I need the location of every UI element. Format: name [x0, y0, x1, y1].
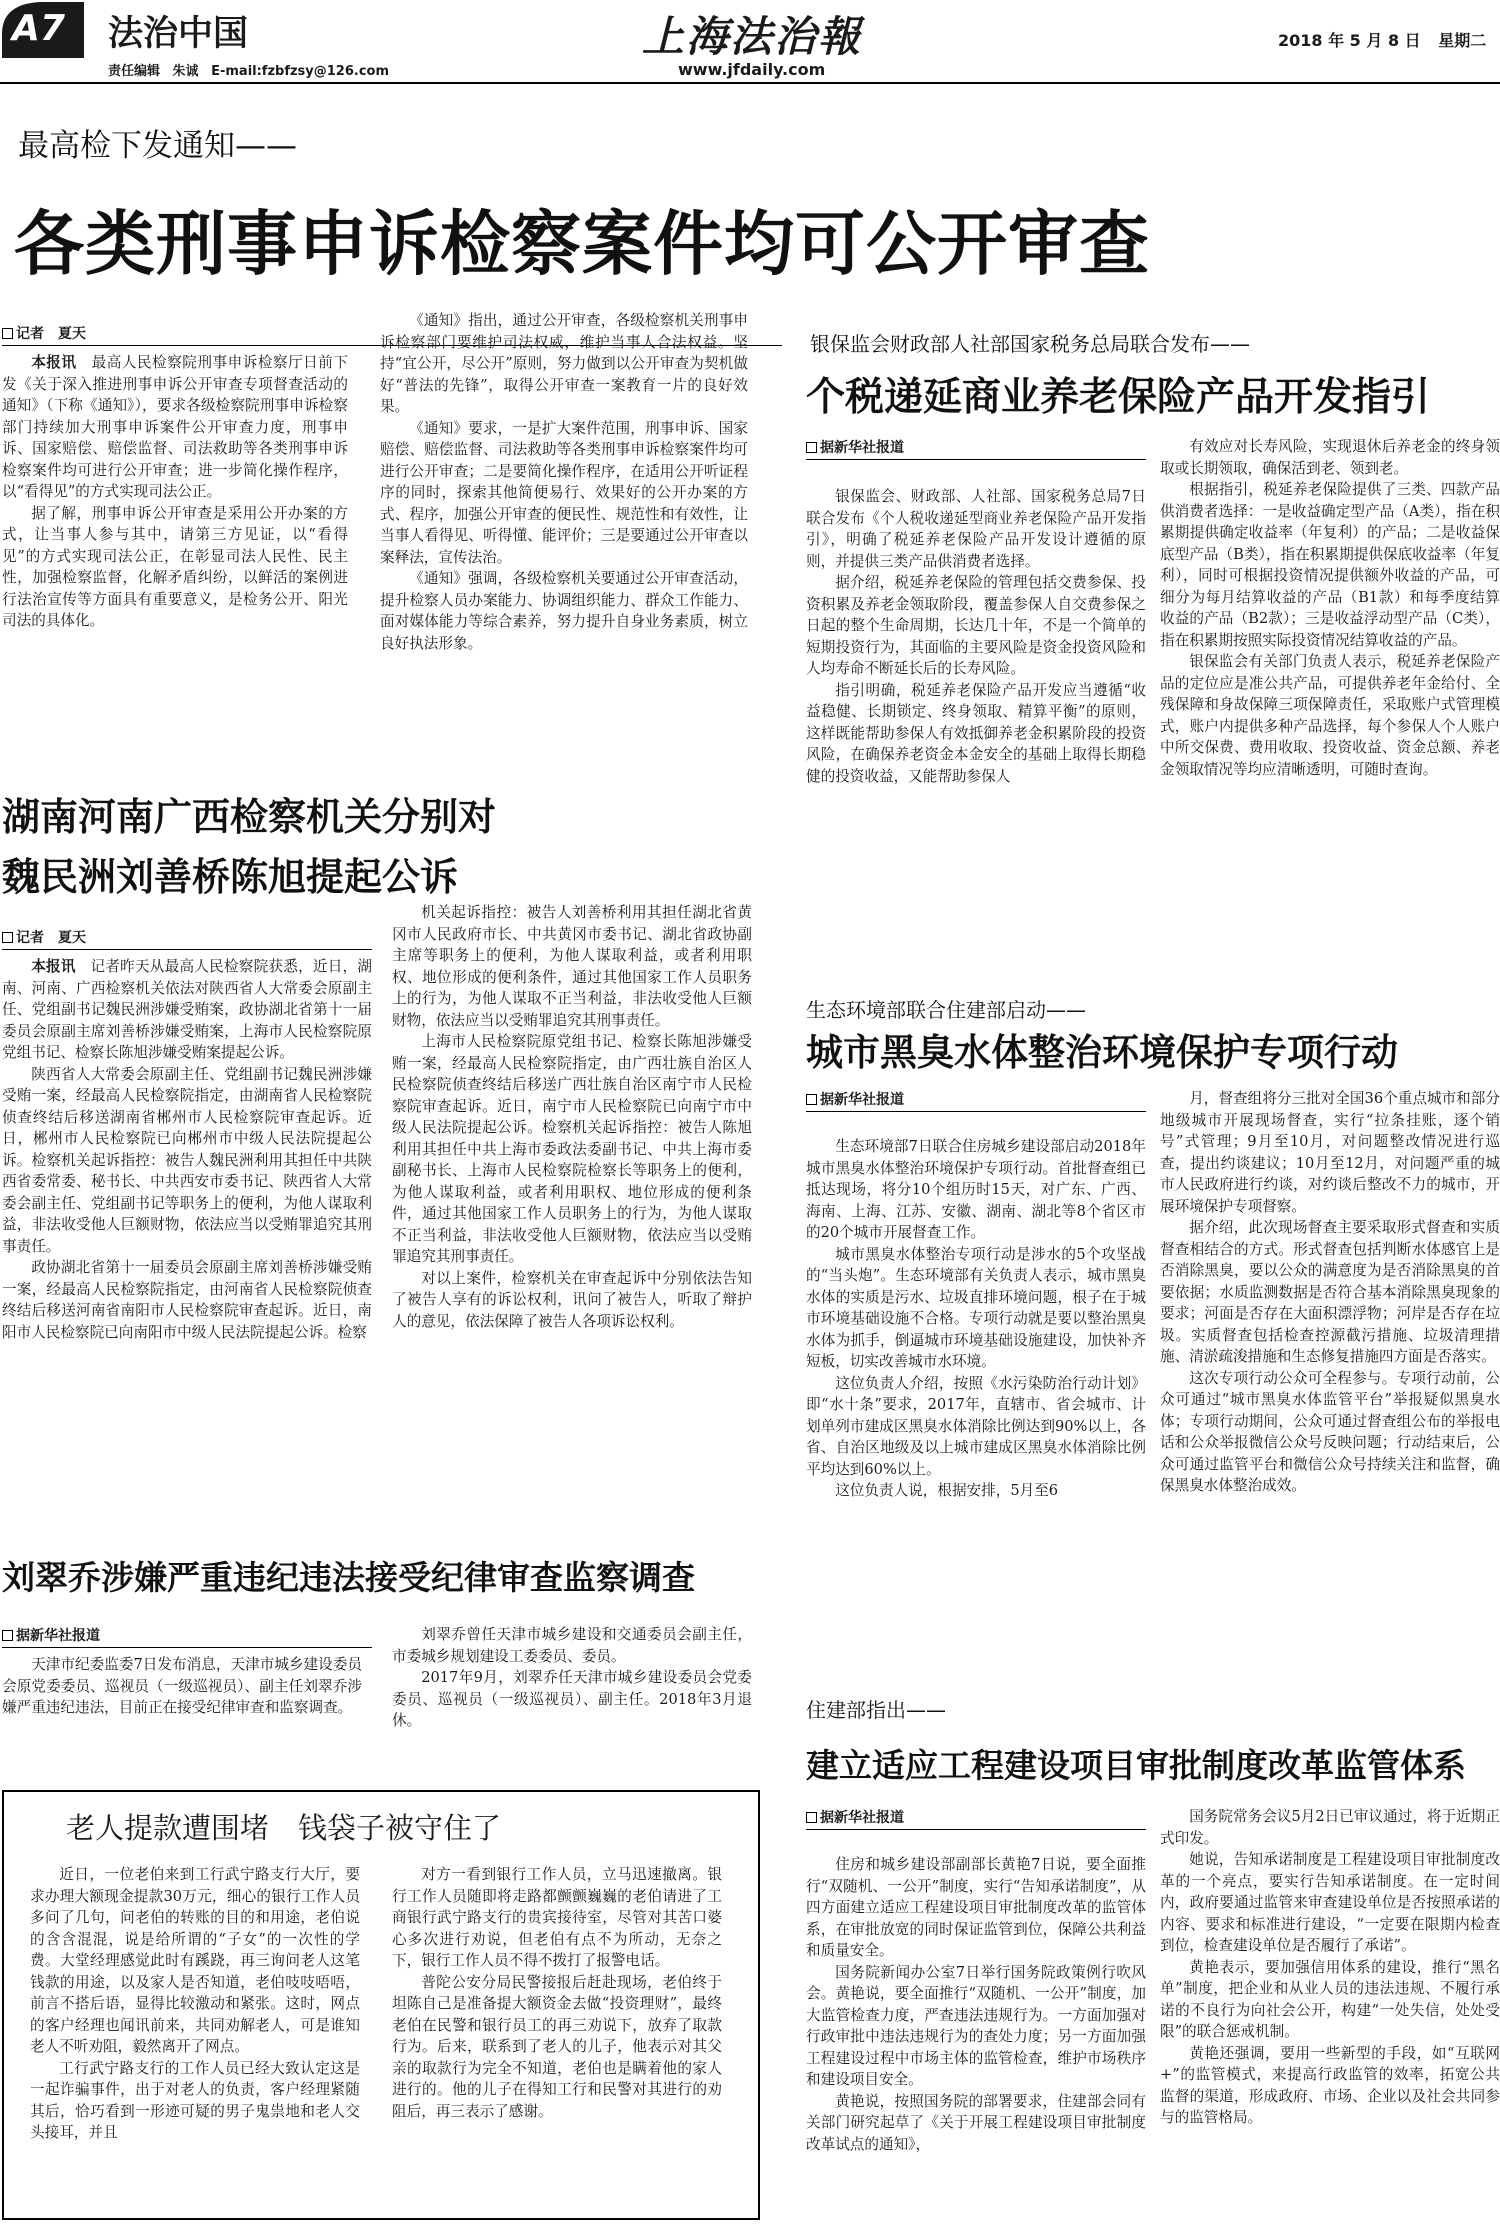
- article-paragraph: [380, 568, 748, 654]
- byline: [2, 926, 86, 948]
- article-paragraph: [806, 1136, 1146, 1244]
- article-column: [380, 310, 748, 762]
- article-column: [806, 1854, 1146, 2226]
- article-paragraph: [806, 1480, 1146, 1502]
- article-pretitle: 住建部指出——: [806, 1698, 946, 1722]
- article-paragraph: [806, 2091, 1146, 2156]
- section-title: 法治中国: [108, 14, 249, 54]
- editor-info: [108, 60, 389, 79]
- paragraph-text: 住房和城乡建设部副部长黄艳7日说，要全面推行“双随机、一公开”制度，实行“告知承诺制度”，从四方面建立适应工程建设项目审批制度改革的监管体系，在审批放宽的同时保证监管到位，保障公共利益和质量安全。: [806, 1856, 1146, 1959]
- byline-text: 记者 夏天: [16, 326, 86, 342]
- paragraph-text: 根据指引，税延养老保险提供了三类、四款产品供消费者选择：一是收益确定型产品（A类），指在积累期提供确定收益率（年复利）的产品；二是收益保底型产品（B类），指在积累期提供保底收益率（年复利），同时可根据投资情况提供额外收益的产品，可细分为每月结算收益的产品（B1款）和每季度结算收益的产品（B2款）；三是收益浮动型产品（C类），指在积累期按照实际投资情况结算收益的产品。: [1160, 481, 1500, 649]
- byline-text: 记者 夏天: [16, 930, 86, 946]
- article-paragraph: [380, 418, 748, 569]
- paragraph-text: 2017年9月，刘翠乔任天津市城乡建设委员会党委委员、巡视员（一级巡视员）、副主任。2018年3月退休。: [392, 1669, 752, 1729]
- article-paragraph: [1160, 1957, 1500, 2043]
- paragraph-text: 指引明确，税延养老保险产品开发应当遵循“收益稳健、长期锁定、终身领取、精算平衡”的原则，这样既能帮助参保人有效抵御养老金积累阶段的投资风险，在确保养老资金本金安全的基础上取得长期稳健的投资收益，又能帮助参保人: [806, 681, 1146, 785]
- paragraph-text: 黄艳表示，要加强信用体系的建设，推行“黑名单”制度，把企业和从业人员的违法违规、不履行承诺的不良行为向社会公开，构建“一处失信，处处受限”的联合惩戒机制。: [1160, 1958, 1500, 2040]
- paragraph-text: 国务院常务会议5月2日已审议通过，将于近期正式印发。: [1160, 1808, 1500, 1847]
- article-paragraph: [1160, 1368, 1500, 1497]
- article-headline: 各类刑事申诉检察案件均可公开审查: [14, 203, 1150, 285]
- article-column: [1160, 436, 1500, 956]
- paragraph-text: 这位负责人说，根据安排，5月至6: [835, 1482, 1059, 1499]
- article-paragraph: [1160, 1849, 1500, 1957]
- paragraph-text: 上海市人民检察院原党组书记、检察长陈旭涉嫌受贿一案，经最高人民检察院指定，由广西壮族自治区人民检察院侦查终结后移送广西壮族自治区南宁市人民检察院审查起诉。近日，南宁市人民检察院已向南宁市中级人民法院提起公诉。检察机关起诉指控：被告人陈旭利用其担任中共上海市委政法委副书记、中共上海市委副秘书长、上海市人民检察院检察长等职务上的便利，为他人谋取利益，或者利用职权、地位形成的便利条件，通过其他国家工作人员职务上的行为，为他人谋取不正当利益，非法收受他人巨额财物，依法应当以受贿罪追究其刑事责任。: [392, 1033, 752, 1265]
- article-paragraph: [392, 1667, 752, 1732]
- article-pretitle: 银保监会财政部人社部国家税务总局联合发布——: [810, 332, 1250, 356]
- paragraph-text: 国务院新闻办公室7日举行国务院政策例行吹风会。黄艳说，要全面推行“双随机、一公开”制度，加大监管检查力度，严查违法违规行为。一方面加强对行政审批中违法违规行为的查处力度；另一方面加强工程建设过程中市场主体的监管检查，维护市场秩序和建设项目安全。: [806, 1963, 1146, 2088]
- article-paragraph: [806, 1373, 1146, 1481]
- byline-marker: [2, 932, 13, 943]
- byline-marker: [2, 1630, 13, 1641]
- paragraph-text: 政协湖北省第十一届委员会原副主席刘善桥涉嫌受贿一案，经最高人民检察院指定，由河南省人民检察院侦查终结后移送河南省南阳市人民检察院审查起诉。近日，南阳市人民检察院已向南阳市中级人民法院提起公诉。检察: [2, 1259, 372, 1341]
- paragraph-text: 这次专项行动公众可全程参与。专项行动前，公众可通过“城市黑臭水体监管平台”举报疑似黑臭水体；专项行动期间，公众可通过督查组公布的举报电话和公众举报微信公众号反映问题；行动结束后，公众可通过监管平台和微信公众号持续关注和监督，确保黑臭水体整治成效。: [1160, 1369, 1500, 1494]
- paragraph-text: 对方一看到银行工作人员，立马迅速撤离。银行工作人员随即将走路都颤颤巍巍的老伯请进了工商银行武宁路支行的贵宾接待室，尽管对其苦口婆心多次进行劝说，但老伯有点不为所动，无奈之下，银行工作人员不得不拨打了报警电话。: [392, 1866, 722, 1969]
- article-headline: 刘翠乔涉嫌严重违纪违法接受纪律审查监察调查: [2, 1558, 695, 1597]
- article-paragraph: [30, 2058, 360, 2144]
- article-headline: 魏民洲刘善桥陈旭提起公诉: [2, 855, 459, 899]
- paragraph-text: 普陀公安分局民警接报后赶赴现场，老伯终于坦陈自己是准备提大额资金去做“投资理财”，最终老伯在民警和银行员工的再三劝说下，放弃了取款行为。后来，联系到了老人的儿子，他表示对其父亲的取款行为完全不知道，老伯也是瞒着他的家人进行的。他的儿子在得知工行和民警对其进行的劝阻后，再三表示了感谢。: [392, 1973, 722, 2120]
- article-paragraph: [2, 1257, 372, 1343]
- article-paragraph: [30, 1864, 360, 2058]
- article-paragraph: [1160, 651, 1500, 780]
- byline-marker: [806, 1812, 817, 1823]
- byline-text: 据新华社报道: [820, 1092, 904, 1108]
- byline-rule: [2, 949, 372, 950]
- byline-text: 据新华社报道: [820, 440, 904, 456]
- article-paragraph: [392, 1624, 752, 1667]
- editor-label: 责任编辑: [108, 64, 161, 79]
- paragraph-text: 记者昨天从最高人民检察院获悉，近日，湖南、河南、广西检察机关依法对陕西省人大常委会原副主任、党组副书记魏民洲涉嫌受贿案，政协湖北省第十一届委员会原副主席刘善桥涉嫌受贿案，上海市人民检察院原党组书记、检察长陈旭涉嫌受贿案提起公诉。: [2, 958, 372, 1061]
- article-paragraph: [392, 1031, 752, 1268]
- article-column: [2, 1654, 362, 1754]
- article-headline: 城市黑臭水体整治环境保护专项行动: [806, 1031, 1398, 1074]
- byline-rule: [806, 1829, 1146, 1830]
- issue-date: [1278, 28, 1486, 51]
- paragraph-text: 生态环境部7日联合住房城乡建设部启动2018年城市黑臭水体整治环境保护专项行动。首批督查组已抵达现场，将分10个组历时15天，对广东、广西、海南、上海、江苏、安徽、湖南、湖北等8个省区市的20个城市开展督查工作。: [806, 1138, 1146, 1241]
- article-paragraph: [392, 1972, 722, 2123]
- article-paragraph: [392, 1864, 722, 1972]
- paragraph-text: 天津市纪委监委7日发布消息，天津市城乡建设委员会原党委委员、巡视员（一级巡视员）、副主任刘翠乔涉嫌严重违纪违法，目前正在接受纪律审查和监察调查。: [2, 1656, 362, 1716]
- article-column: [392, 1864, 722, 2220]
- article-paragraph: [2, 352, 348, 503]
- paragraph-text: 《通知》强调，各级检察机关要通过公开审查活动，提升检察人员办案能力、协调组织能力、群众工作能力、面对媒体能力等综合素养，努力提升自身业务素质，树立良好执法形象。: [380, 570, 748, 652]
- byline-marker: [806, 442, 817, 453]
- paragraph-text: 陕西省人大常委会原副主任、党组副书记魏民洲涉嫌受贿一案，经最高人民检察院指定，由湖南省人民检察院侦查终结后移送湖南省郴州市人民检察院审查起诉。近日，郴州市人民检察院已向郴州市中级人民法院提起公诉。检察机关起诉指控：被告人魏民洲利用其担任中共陕西省委常委、秘书长、中共西安市委书记、陕西省人大常委会副主任、党组副书记等职务上的便利，为他人谋取利益，非法收受他人巨额财物，依法应当以受贿罪追究其刑事责任。: [2, 1065, 372, 1255]
- page-number-badge: [0, 0, 86, 62]
- page-header: [0, 0, 1500, 82]
- article-paragraph: [2, 1064, 372, 1258]
- byline-text: 据新华社报道: [820, 1810, 904, 1826]
- dateline: 本报讯: [31, 958, 76, 975]
- header-divider: [0, 82, 1500, 84]
- article-headline: 湖南河南广西检察机关分别对: [2, 795, 497, 839]
- website: www.jfdaily.com: [678, 60, 826, 79]
- article-paragraph: [806, 680, 1146, 788]
- article-paragraph: [1160, 1088, 1500, 1217]
- article-paragraph: [1160, 436, 1500, 479]
- editor-email: E-mail:fzbfzsy@126.com: [211, 64, 390, 79]
- byline: [806, 436, 904, 458]
- byline: [2, 1624, 100, 1646]
- article-paragraph: [2, 1654, 362, 1719]
- paragraph-text: 最高人民检察院刑事申诉检察厅日前下发《关于深入推进刑事申诉公开审查专项督查活动的通知》（下称《通知》），要求各级检察院刑事申诉检察部门持续加大刑事申诉案件公开审查力度，刑事申诉、国家赔偿、赔偿监督、司法救助等各类刑事申诉检察案件均可进行公开审查；进一步简化操作程序，以“看得见”的方式实现司法公正。: [2, 354, 348, 500]
- paragraph-text: 城市黑臭水体整治专项行动是涉水的5个攻坚战的“当头炮”。生态环境部有关负责人表示，城市黑臭水体的实质是污水、垃圾直排环境问题，根子在于城市环境基础设施不合格。专项行动就是要以整治黑臭水体为抓手，倒逼城市环境基础设施建设，加快补齐短板，切实改善城市水环境。: [806, 1245, 1146, 1370]
- article-paragraph: [380, 310, 748, 418]
- paragraph-text: 《通知》要求，一是扩大案件范围，刑事申诉、国家赔偿、赔偿监督、司法救助等各类刑事申诉检察案件均可进行公开审查；二是要简化操作程序，在适用公开听证程序的同时，探索其他简便易行、效果好的公开办案的方式、程序，加强公开审查的便民性、规范性和有效性，让当事人看得见、听得懂、能评价；三是要通过公开审查以案释法，宣传法治。: [380, 419, 748, 566]
- byline-marker: [2, 328, 13, 339]
- article-column: [2, 352, 348, 762]
- editor-name: 朱诚: [172, 64, 199, 79]
- byline: [2, 322, 86, 344]
- article-paragraph: [1160, 1806, 1500, 1849]
- article-paragraph: [806, 572, 1146, 680]
- paragraph-text: 有效应对长寿风险，实现退休后养老金的终身领取或长期领取，确保活到老、领到老。: [1160, 438, 1500, 477]
- article-paragraph: [806, 486, 1146, 572]
- dateline: 本报讯: [31, 354, 77, 371]
- article-column: [806, 1136, 1146, 1672]
- article-column: [30, 1864, 360, 2220]
- article-paragraph: [1160, 479, 1500, 651]
- byline-rule: [806, 1111, 1146, 1112]
- date: 2018 年 5 月 8 日: [1278, 31, 1421, 50]
- paragraph-text: 据介绍，此次现场督查主要采取形式督查和实质督查相结合的方式。形式督查包括判断水体感官上是否消除黑臭，要以公众的满意度为是否消除黑臭的首要依据；水质监测数据是否符合基本消除黑臭现象的要求；河面是否存在大面积漂浮物；河岸是否存在垃圾。实质督查包括检查控源截污措施、垃圾清理措施、清淤疏浚措施和生态修复措施四方面是否落实。: [1160, 1219, 1500, 1365]
- page-number: A7: [12, 8, 65, 49]
- article-paragraph: [2, 503, 348, 632]
- byline: [806, 1088, 904, 1110]
- article-headline: 建立适应工程建设项目审批制度改革监管体系: [806, 1746, 1466, 1785]
- article-column: [2, 956, 372, 1524]
- article-paragraph: [806, 1854, 1146, 1962]
- weekday: 星期二: [1438, 31, 1487, 50]
- paragraph-text: 近日，一位老伯来到工行武宁路支行大厅，要求办理大额现金提款30万元，细心的银行工作人员多问了几句，问老伯的转账的目的和用途，老伯说的含含混混，说是给所谓的“子女”的一次性的学费。大堂经理感觉此时有蹊跷，再三询问老人这笔钱款的用途，以及家人是否知道，老伯吱吱唔唔，前言不搭后语，显得比较激动和紧张。这时，网点的客户经理也闻讯前来，共同劝解老人，可是谁知老人不听劝阻，毅然离开了网点。: [30, 1866, 360, 2055]
- article-pretitle: 生态环境部联合住建部启动——: [806, 998, 1086, 1022]
- article-pretitle: 最高检下发通知——: [18, 128, 297, 164]
- paragraph-text: 银保监会、财政部、人社部、国家税务总局7日联合发布《个人税收递延型商业养老保险产品开发指引》，明确了税延养老保险产品开发设计遵循的原则，并提供三类产品供消费者选择。: [806, 488, 1146, 570]
- article-column: [1160, 1806, 1500, 2226]
- masthead-logo: 上海法治報: [642, 12, 863, 61]
- paragraph-text: 对以上案件，检察机关在审查起诉中分别依法告知了被告人享有的诉讼权利，讯问了被告人，听取了辩护人的意见，依法保障了被告人各项诉讼权利。: [392, 1269, 752, 1330]
- byline-rule: [806, 459, 1146, 460]
- article-column: [1160, 1088, 1500, 1672]
- paragraph-text: 据介绍，税延养老保险的管理包括交费参保、投资积累及养老金领取阶段，覆盖参保人自交费参保之日起的整个生命周期，长达几十年，不是一个简单的短期投资行为，其面临的主要风险是资金投资风险和人均寿命不断延长后的长寿风险。: [806, 574, 1146, 677]
- paragraph-text: 黄艳还强调，要用一些新型的手段，如“互联网+”的监管模式，来提高行政监管的效率，拓宽公共监督的渠道，形成政府、市场、企业以及社会共同参与的监管格局。: [1160, 2044, 1500, 2126]
- byline-marker: [806, 1094, 817, 1105]
- paragraph-text: 机关起诉指控：被告人刘善桥利用其担任湖北省黄冈市人民政府市长、中共黄冈市委书记、湖北省政协副主席等职务上的便利，为他人谋取利益，或者利用职权、地位形成的便利条件，通过其他国家工作人员职务上的行为，为他人谋取不正当利益，非法收受他人巨额财物，依法应当以受贿罪追究其刑事责任。: [392, 904, 752, 1029]
- paragraph-text: 月，督查组将分三批对全国36个重点城市和部分地级城市开展现场督查，实行“拉条挂账，逐个销号”式管理；9月至10月，对问题整改情况进行巡查，提出约谈建议；10月至12月，对问题严重的城市人民政府进行约谈，对约谈后整改不力的城市，开展环境保护专项督察。: [1160, 1090, 1500, 1215]
- byline: [806, 1806, 904, 1828]
- paragraph-text: 刘翠乔曾任天津市城乡建设和交通委员会副主任，市委城乡规划建设工委委员、委员。: [392, 1626, 752, 1665]
- article-column: [392, 902, 752, 1524]
- paragraph-text: 这位负责人介绍，按照《水污染防治行动计划》即“水十条”要求，2017年，直辖市、省会城市、计划单列市建成区黑臭水体消除比例达到90%以上，各省、自治区地级及以上城市建成区黑臭水体消除比例平均达到60%以上。: [806, 1374, 1146, 1478]
- article-paragraph: [392, 902, 752, 1031]
- paragraph-text: 银保监会有关部门负责人表示，税延养老保险产品的定位应是准公共产品，可提供养老年金给付、全残保障和身故保障三项保障责任，采取账户式管理模式，账户内提供多种产品选择，每个参保人个人账户中所交保费、费用收取、投资收益、资金总额、养老金领取情况等均应清晰透明，可随时查询。: [1160, 653, 1500, 778]
- paragraph-text: 《通知》指出，通过公开审查，各级检察机关刑事申诉检察部门要维护司法权威，维护当事人合法权益。坚持“宜公开，尽公开”原则，努力做到以公开审查为契机做好“普法的先锋”，取得公开审查一案教育一片的良好效果。: [380, 312, 748, 415]
- article-paragraph: [1160, 2043, 1500, 2129]
- paragraph-text: 工行武宁路支行的工作人员已经大致认定这是一起诈骗事件，出于对老人的负责，客户经理紧随其后，恰巧看到一形迹可疑的男子鬼祟地和老人交头接耳，并且: [30, 2059, 360, 2141]
- article-column: [392, 1624, 752, 1754]
- article-paragraph: [2, 956, 372, 1064]
- paragraph-text: 据了解，刑事申诉公开审查是采用公开办案的方式，让当事人参与其中，请第三方见证，以“看得见”的方式实现司法公正，在彰显司法人民性、民主性，加强检察监督，化解矛盾纠纷，以鲜活的案例进行法治宣传等方面具有重要意义，是检务公开、阳光司法的具体化。: [2, 504, 348, 629]
- article-paragraph: [806, 1962, 1146, 2091]
- article-paragraph: [806, 1244, 1146, 1373]
- paragraph-text: 她说，告知承诺制度是工程建设项目审批制度改革的一个亮点，要实行告知承诺制度。在一定时间内，政府要通过监管来审查建设单位是否按照承诺的内容、要求和标准进行建设，“一定要在限期内检查到位，检查建设单位是否履行了承诺”。: [1160, 1851, 1500, 1954]
- article-headline: 老人提款遭围堵 钱袋子被守住了: [66, 1811, 502, 1845]
- article-paragraph: [1160, 1217, 1500, 1368]
- paragraph-text: 黄艳说，按照国务院的部署要求，住建部会同有关部门研究起草了《关于开展工程建设项目审批制度改革试点的通知》，: [806, 2092, 1146, 2153]
- article-paragraph: [392, 1268, 752, 1333]
- article-headline: 个税递延商业养老保险产品开发指引: [806, 375, 1431, 420]
- byline-rule: [2, 1647, 372, 1648]
- article-column: [806, 486, 1146, 956]
- byline-text: 据新华社报道: [16, 1628, 100, 1644]
